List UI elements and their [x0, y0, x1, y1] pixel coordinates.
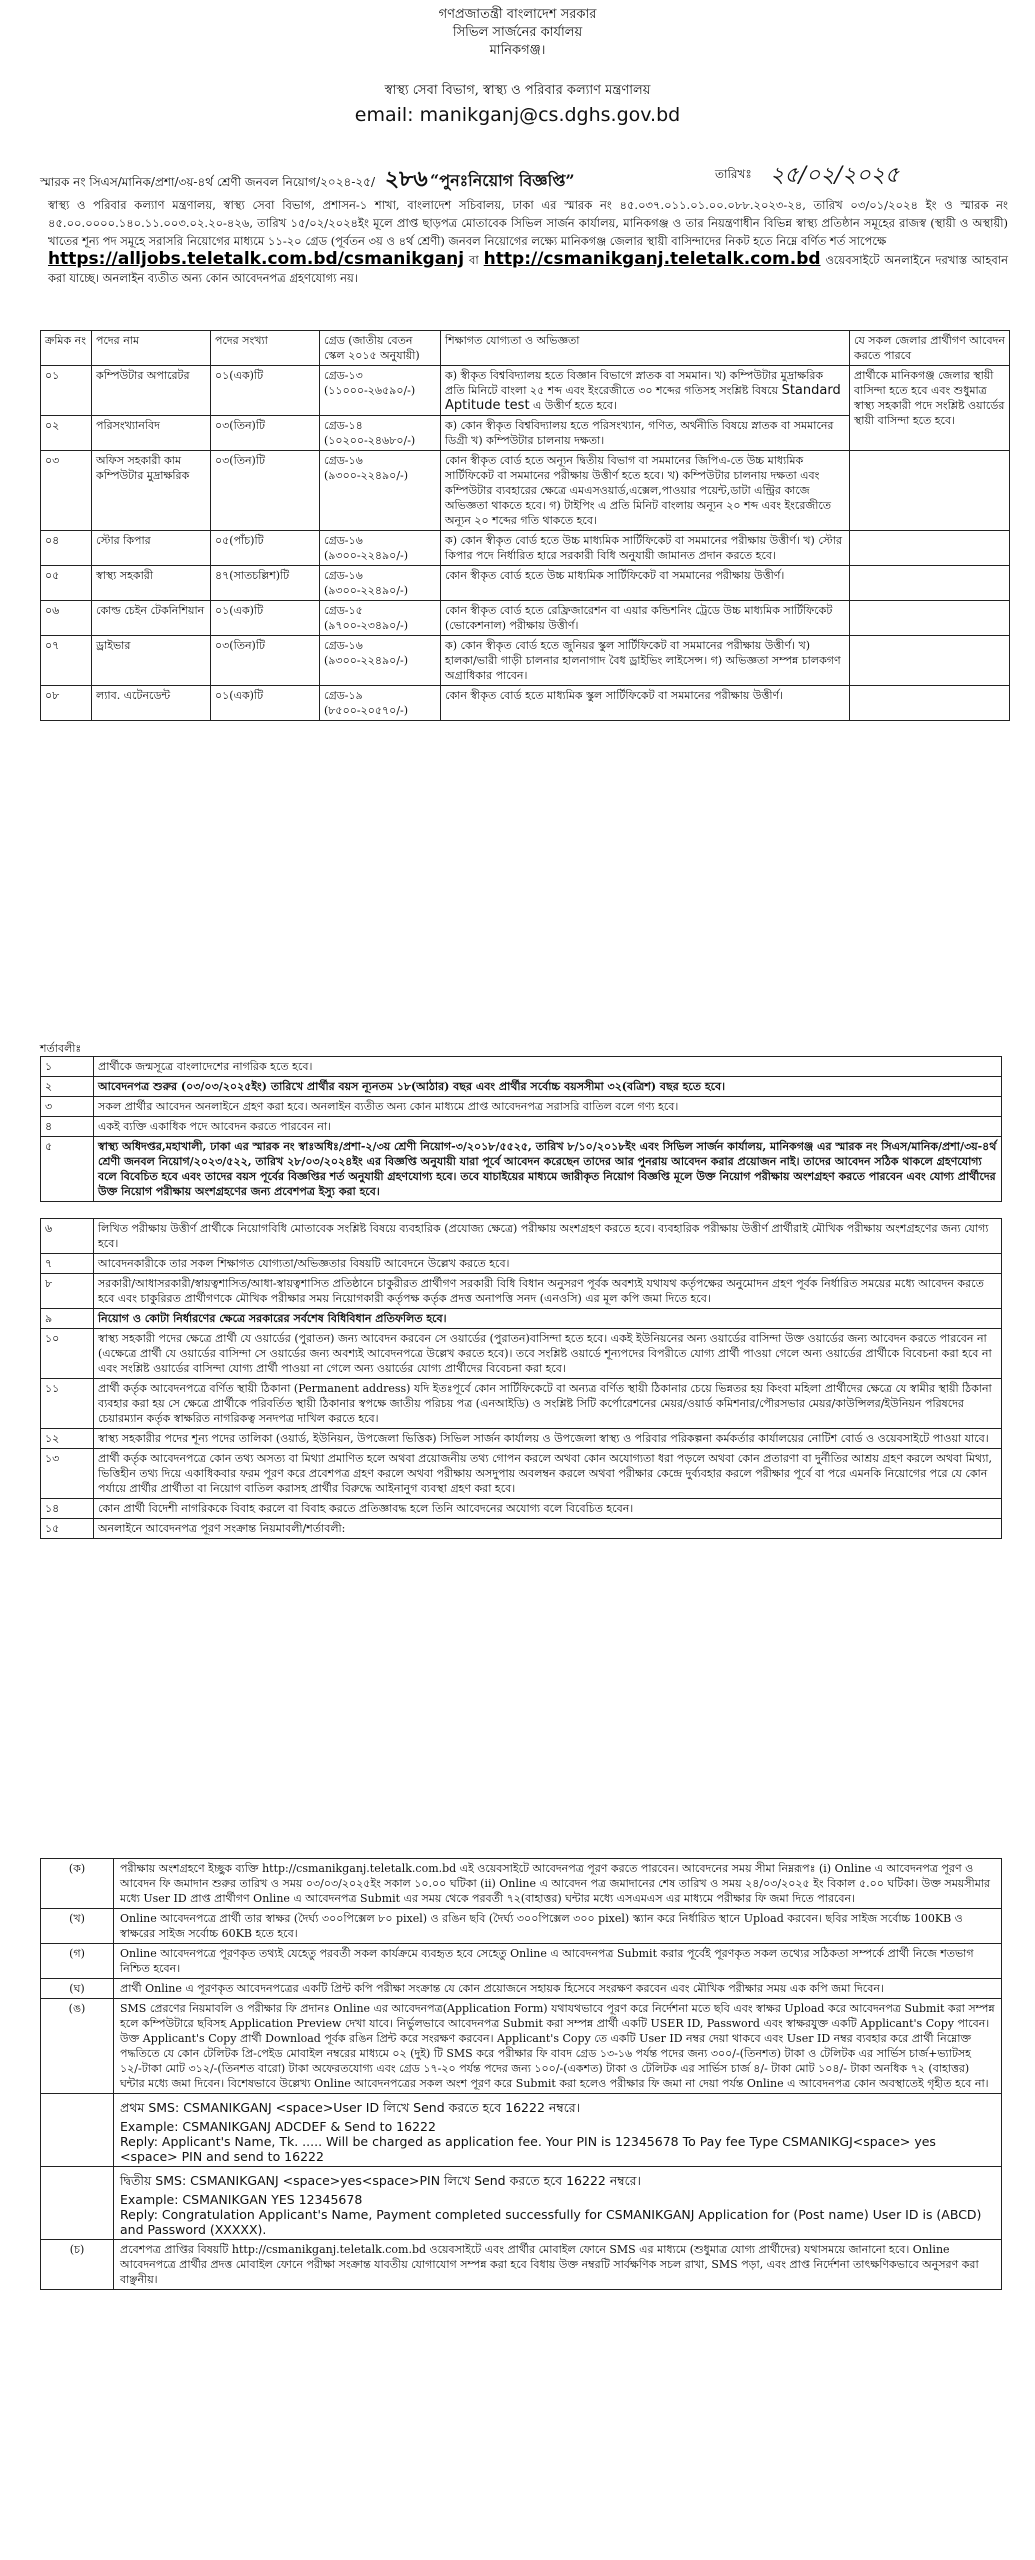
condition-number: ৭ — [41, 1254, 94, 1274]
sms-first-cmd: CSMANIKGANJ <space>User ID — [183, 2100, 380, 2115]
online-rule-text: পরীক্ষায় অংশগ্রহণে ইচ্ছুক ব্যক্তি http://csmanikganj.teletalk.com.bd এই ওয়েবসাইটে আবেদনপত্র পূরণ করতে পারবেন। আবেদনের সময় সীমা নিম্নরূপঃ (i) Online এ আবেদনপত্র পূরণ ও আবেদন ফি জমাদান শুরুর তারিখ ও সময় ০৩/০৩/২০২৫ইং সকাল ১০.০০ ঘটিকা (ii) Online এ আবেদন পত্র জমাদানের শেষ তারিখ ও সময় ২৪/০৩/২০২৫ ইং বিকাল ৫.০০ ঘটিকা। উক্ত সময়সীমার মধ্যে User ID প্রাপ্ত প্রার্থীগণ Online এ আবেদনপত্র Submit এর সময় থেকে পরবর্তী ৭২(বাহাত্তর) ঘন্টার মধ্যে এসএমএস এর মাধ্যমে পরীক্ষার ফি জমা দিতে পারবেন। — [114, 1859, 1002, 1909]
header-line-4: স্বাস্থ্য সেবা বিভাগ, স্বাস্থ্য ও পরিবার কল্যাণ মন্ত্রণালয় — [384, 83, 651, 98]
post-grade: গ্রেড-১৬ (৯৩০০-২২৪৯০/-) — [320, 636, 441, 686]
online-rule-row — [41, 1859, 1002, 1909]
online-rules-table — [40, 1858, 1002, 2290]
post-qualification — [441, 601, 850, 636]
post-count: ০১(এক)টি — [211, 366, 320, 416]
memo-reference — [40, 162, 428, 199]
col-post-count: পদের সংখ্যা — [211, 331, 320, 366]
condition-number: ১৫ — [41, 1519, 94, 1539]
online-rule-row — [41, 1909, 1002, 1944]
intro-paragraph — [48, 196, 1008, 287]
conditions-title: শর্তাবলীঃ — [40, 1042, 82, 1055]
post-grade: গ্রেড-১৪ (১০২০০-২৪৬৮০/-) — [320, 416, 441, 451]
post-qualification — [441, 416, 850, 451]
post-qualification — [441, 636, 850, 686]
condition-text: নিয়োগ ও কোটা নির্ধারণের ক্ষেত্রে সরকারের সর্বশেষ বিধিবিধান প্রতিফলিত হবে। — [94, 1309, 1002, 1329]
condition-number: ৬ — [41, 1219, 94, 1254]
condition-row — [41, 1254, 1002, 1274]
post-qualification — [441, 366, 850, 416]
post-serial: ০৮ — [41, 686, 92, 721]
post-count: ০১(এক)টি — [211, 601, 320, 636]
post-row — [41, 451, 1010, 531]
post-name: ল্যাব. এটেনডেন্ট — [92, 686, 211, 721]
condition-row — [41, 1077, 1002, 1097]
sms-example-2: Example: CSMANIKGAN YES 12345678 — [120, 2192, 363, 2207]
post-count: ০৩(তিন)টি — [211, 636, 320, 686]
post-serial: ০৬ — [41, 601, 92, 636]
sms-first-label: প্রথম SMS: — [120, 2100, 180, 2115]
sms-reply-2: Reply: Congratulation Applicant's Name, Payment completed successfully for CSMANIKGANJ Application for (Post name) User ID is (ABCD) and Password (XXXXX). — [120, 2207, 982, 2237]
condition-row — [41, 1309, 1002, 1329]
qualification-text: কোন স্বীকৃত বোর্ড হতে মাধ্যমিক স্কুল সার্টিফিকেট বা সমমানের পরীক্ষায় উত্তীর্ণ। — [445, 689, 784, 702]
online-rule-row — [41, 1944, 1002, 1979]
condition-number: ১৪ — [41, 1499, 94, 1519]
sms-reply-1: Reply: Applicant's Name, Tk. ..... Will be charged as application fee. Your PIN is 12345678 To Pay fee Type CSMANIKGJ<space> yes <space> PIN and send to 16222 — [120, 2134, 936, 2164]
post-grade: গ্রেড-১৬ (৯৩০০-২২৪৯০/-) — [320, 566, 441, 601]
condition-row — [41, 1097, 1002, 1117]
post-name: স্টোর কিপার — [92, 531, 211, 566]
sms-example-1: Example: CSMANIKGANJ ADCDEF & Send to 16222 — [120, 2119, 436, 2134]
online-rule-text: Online আবেদনপত্রে প্রার্থী তার স্বাক্ষর (দৈর্ঘ্য ৩০০পিক্সেল ৮০ pixel) ও রঙিন ছবি (দৈর্ঘ্য ৩০০পিক্সেল ৩০০ pixel) স্ক্যান করে নির্ধারিত স্থানে Upload করবেন। ছবির সাইজ সর্বোচ্চ 100KB ও স্বাক্ষরের সাইজ সর্বোচ্চ 60KB হতে হবে। — [114, 1909, 1002, 1944]
condition-row — [41, 1519, 1002, 1539]
condition-text: স্বাস্থ্য অধিদপ্তর,মহাখালী, ঢাকা এর স্মারক নং স্বাঃঅধিঃ/প্রশা-২/৩য় শ্রেণী নিয়োগ-৩/২০১৮/৫৫২৫, তারিখ ৮/১০/২০১৮ইং এবং সিভিল সার্জন কার্যালয়, মানিকগঞ্জ এর স্মারক নং সিএস/মানিক/প্রশা/৩য়-৪র্থ শ্রেণী জনবল নিয়োগ/২০২৩/৫২২, তারিখ ২৮/০৩/২০২৪ইং এর বিজ্ঞপ্তি অনুযায়ী যারা পূর্বে আবেদন করেছেন তাদের আর পুনরায় আবেদন করার প্রয়োজন নাই। তাদের আবেদন সঠিক থাকলে গ্রহণযোগ্য বলে বিবেচিত হবে এবং তাদের বয়স পূর্বের বিজ্ঞপ্তির শর্ত অনুযায়ী গ্রহণযোগ্য হবে। তবে যাচাইয়ের মাধ্যমে জারীকৃত নিয়োগ বিজ্ঞপ্তি মূলে উক্ত নিয়োগ পরীক্ষায় অংশগ্রহণ করতে পারবেন এবং যোগ্য প্রার্থীদের উক্ত নিয়োগ পরীক্ষায় অংশগ্রহণের জন্য প্রবেশপত্র ইস্যু করা হবে। — [94, 1137, 1002, 1202]
condition-text: স্বাস্থ্য সহকারী পদের ক্ষেত্রে প্রার্থী যে ওয়ার্ডের (পুরাতন) জন্য আবেদন করবেন সে ওয়ার্ডের (পুরাতন)বাসিন্দা হতে হবে। একই ইউনিয়নের অন্য ওয়ার্ডের বাসিন্দা উক্ত ওয়ার্ডের জন্য আবেদন করতে পারবেন না (এক্ষেত্রে প্রার্থী যে ওয়ার্ডের বাসিন্দা সে ওয়ার্ডের জন্য অবশ্যই আবেদনপত্রে উল্লেখ করতে হবে)। তবে সংশ্লিষ্ট ওয়ার্ডে শূন্যপদের বিপরীতে যোগ্য প্রার্থী পাওয়া গেলে অন্য ওয়ার্ডের প্রার্থীকে বিবেচনা করা হবে না এবং সংশ্লিষ্ট ওয়ার্ডের বাসিন্দা যোগ্য প্রার্থী পাওয়া না গেলে অন্য ওয়ার্ডের যোগ্য প্রার্থীদের বিবেচনা করা হবে। — [94, 1329, 1002, 1379]
conditions-table-a — [40, 1056, 1002, 1202]
post-grade: গ্রেড-১৩ (১১০০০-২৬৫৯০/-) — [320, 366, 441, 416]
notice-title: “পুনঃনিয়োগ বিজ্ঞপ্তি” — [430, 171, 575, 190]
condition-number: ১ — [41, 1057, 94, 1077]
post-serial: ০২ — [41, 416, 92, 451]
link-separator: বা — [469, 253, 479, 267]
qualification-text: ক) কোন স্বীকৃত বোর্ড হতে জুনিয়র স্কুল সার্টিফিকেট বা সমমানের পরীক্ষায় উত্তীর্ণ। খ) হালকা/ভারী গাড়ী চালনার হালনাগাদ বৈধ ড্রাইভিং লাইসেন্স। গ) অভিজ্ঞতা সম্পন্ন চালকগণ অগ্রাধিকার পাবেন। — [445, 639, 841, 682]
header-line-2: সিভিল সার্জনের কার্যালয় — [452, 25, 583, 40]
col-post-name: পদের নাম — [92, 331, 211, 366]
online-rule-number: (ঙ) — [41, 1999, 114, 2094]
post-serial: ০৩ — [41, 451, 92, 531]
online-rule-row — [41, 1999, 1002, 2094]
condition-text: অনলাইনে আবেদনপত্র পূরণ সংক্রান্ত নিয়মাবলী/শর্তাবলী: — [94, 1519, 1002, 1539]
online-rule-text: Online আবেদনপত্রে পূরণকৃত তথ্যই যেহেতু পরবর্তী সকল কার্যক্রমে ব্যবহৃত হবে সেহেতু Online এ আবেদনপত্র Submit করার পূর্বেই পূরণকৃত সকল তথ্যের সঠিকতা সম্পর্কে প্রার্থী নিজে শতভাগ নিশ্চিত হবেন। — [114, 1944, 1002, 1979]
condition-text: সকল প্রার্থীর আবেদন অনলাইনে গ্রহণ করা হবে। অনলাইন ব্যতীত অন্য কোন মাধ্যমে প্রাপ্ত আবেদনপত্র সরাসরি বাতিল বলে গণ্য হবে। — [94, 1097, 1002, 1117]
csmanikganj-link[interactable]: http://csmanikganj.teletalk.com.bd — [483, 249, 821, 269]
condition-number: ৫ — [41, 1137, 94, 1202]
sms-second-tail: লিখে Send করতে হবে 16222 নম্বরে। — [444, 2173, 642, 2188]
online-rule-number: (খ) — [41, 1909, 114, 1944]
condition-number: ১২ — [41, 1429, 94, 1449]
conditions-table-b — [40, 1218, 1002, 1539]
post-count: ০১(এক)টি — [211, 686, 320, 721]
eligibility-empty — [850, 636, 1010, 686]
last-rule-row — [41, 2240, 1002, 2290]
header-line-3: মানিকগঞ্জ। — [489, 43, 546, 58]
post-grade: গ্রেড-১৫ (৯৭০০-২৩৪৯০/-) — [320, 601, 441, 636]
post-qualification — [441, 451, 850, 531]
col-qualification: শিক্ষাগত যোগ্যতা ও অভিজ্ঞতা — [441, 331, 850, 366]
header-line-1: গণপ্রজাতন্ত্রী বাংলাদেশ সরকার — [438, 7, 597, 22]
condition-row — [41, 1219, 1002, 1254]
condition-text: আবেদনকারীকে তার সকল শিক্ষাগত যোগ্যতা/অভিজ্ঞতার বিষয়টি আবেদনে উল্লেখ করতে হবে। — [94, 1254, 1002, 1274]
post-name: ড্রাইভার — [92, 636, 211, 686]
post-count: ০৩(তিন)টি — [211, 451, 320, 531]
condition-row — [41, 1379, 1002, 1429]
post-qualification — [441, 566, 850, 601]
post-row — [41, 566, 1010, 601]
header-email: email: manikganj@cs.dghs.gov.bd — [354, 104, 681, 126]
condition-text: একই ব্যক্তি একাধিক পদে আবেদন করতে পারবেন না। — [94, 1117, 1002, 1137]
post-row — [41, 636, 1010, 686]
condition-number: ৩ — [41, 1097, 94, 1117]
condition-text: প্রার্থী কর্তৃক আবেদনপত্রে বর্ণিত স্থায়ী ঠিকানা (Permanent address) যদি ইতঃপূর্বে কোন সার্টিফিকেটে বা অন্যত্র বর্ণিত স্থায়ী ঠিকানার চেয়ে ভিন্নতর হয় কিংবা মহিলা প্রার্থীদের ক্ষেত্রে যে স্বামীর স্থায়ী ঠিকানা ব্যবহার করা হয় সে ক্ষেত্রে প্রার্থীকে পরিবর্তিত স্থায়ী ঠিকানার স্বপক্ষে জাতীয় পরিচয় পত্র (এনআইডি) ও সংশ্লিষ্ট সিটি কর্পোরেশনের মেয়র/ওয়ার্ড কমিশনার/পৌরসভার মেয়র/কাউন্সিলর/ইউনিয়ন পরিষদের চেয়ারম্যান কর্তৃক স্বাক্ষরিত নাগরিকত্ব সনদপত্র দাখিল করতে হবে। — [94, 1379, 1002, 1429]
post-grade: গ্রেড-১৯ (৮৫০০-২০৫৭০/-) — [320, 686, 441, 721]
condition-text: প্রার্থী কর্তৃক আবেদনপত্রে কোন তথ্য অসত্য বা মিথ্যা প্রমাণিত হলে অথবা প্রয়োজনীয় তথ্য গোপন করলে অথবা কোন অযোগ্যতা ধরা পড়লে অথবা কোন প্রতারণা বা দুর্নীতির আশ্রয় গ্রহণ করলে অথবা মিথ্যা, ভিত্তিহীন তথ্য দিয়ে একাধিকবার ফরম পূরণ করে প্রবেশপত্র গ্রহণ করলে অথবা পরীক্ষায় অসদুপায় অবলম্বন করলে অথবা পরীক্ষার কেন্দ্রে দুর্ব্যবহার করলে পরীক্ষার পূর্বে বা পরে এমনকি নিয়োগের পরে যে কোন পর্যায়ে প্রার্থীর প্রার্থীতা বা নিয়োগ বাতিল করাসহ প্রার্থীর বিরুদ্ধে আইনানুগ ব্যবস্থা গ্রহণ করা হবে। — [94, 1449, 1002, 1499]
post-count: ৪৭(সাতচল্লিশ)টি — [211, 566, 320, 601]
online-rule-row — [41, 1979, 1002, 1999]
qualification-english: Standard Aptitude test — [445, 383, 841, 413]
last-rule-text: প্রবেশপত্র প্রাপ্তির বিষয়টি http://csmanikganj.teletalk.com.bd ওয়েবসাইটে এবং প্রার্থীর মোবাইল ফোনে SMS এর মাধ্যমে (শুধুমাত্র যোগ্য প্রার্থীদের) যথাসময়ে জানানো হবে। Online আবেদনপত্রে প্রার্থীর প্রদত্ত মোবাইল ফোনে পরীক্ষা সংক্রান্ত যাবতীয় যোগাযোগ সম্পন্ন করা হবে বিধায় উক্ত নম্বরটি সার্বক্ষণিক সচল রাখা, SMS পড়া, এবং প্রাপ্ত নির্দেশনা তাৎক্ষণিকভাবে অনুসরণ করা বাঞ্ছনীয়। — [114, 2240, 1002, 2290]
eligibility-empty — [850, 686, 1010, 721]
online-rule-number: (ঘ) — [41, 1979, 114, 1999]
last-rule-no: (চ) — [41, 2240, 114, 2290]
alljobs-link[interactable]: https://alljobs.teletalk.com.bd/csmanikganj — [48, 249, 465, 269]
post-serial: ০৭ — [41, 636, 92, 686]
sms-second-cmd: CSMANIKGANJ <space>yes<space>PIN — [190, 2173, 441, 2188]
intro-after: ওয়েবসাইটে অনলাইনে দরখাস্ত আহবান করা যাচ্ছে। অনলাইন ব্যতীত অন্য কোন আবেদনপত্র গ্রহণযোগ্য নয়। — [48, 253, 1008, 285]
post-name: কোল্ড চেইন টেকনিশিয়ান — [92, 601, 211, 636]
condition-number: ২ — [41, 1077, 94, 1097]
condition-number: ৪ — [41, 1117, 94, 1137]
sms-instructions-2 — [114, 2167, 1002, 2240]
post-grade: গ্রেড-১৬ (৯৩০০-২২৪৯০/-) — [320, 451, 441, 531]
intro-text: স্বাস্থ্য ও পরিবার কল্যাণ মন্ত্রণালয়, স্বাস্থ্য সেবা বিভাগ, প্রশাসন-১ শাখা, বাংলাদেশ সচিবালয়, ঢাকা এর স্মারক নং ৪৫.০৩৭.০১১.০১.০০.০৮৮.২০২৩-২৪, তারিখ ০৩/০১/২০২৪ ইং ও স্মারক নং ৪৫.০০.০০০০.১৪০.১১.০০৩.০২.২০-৪২৬, তারিখ ১৫/০২/২০২৪ইং মূলে প্রাপ্ত ছাড়পত্র মোতাবেক সিভিল সার্জন কার্যালয়, মানিকগঞ্জ ও তার নিয়ন্ত্রণাধীন বিভিন্ন স্বাস্থ্য প্রতিষ্ঠান সমূহের রাজস্ব (স্থায়ী ও অস্থায়ী) খাতের শূন্য পদ সমূহে সরাসরি নিয়োগের মাধ্যমে ১১-২০ গ্রেড (পূর্বতন ৩য় ও ৪র্থ শ্রেণী) জনবল নিয়োগের লক্ষ্যে মানিকগঞ্জ জেলার স্থায়ী বাসিন্দাদের নিকট হতে নিম্নে বর্ণিত শর্ত সাপেক্ষে — [48, 198, 1008, 248]
sms-row — [41, 2094, 1002, 2167]
condition-text: কোন প্রার্থী বিদেশী নাগরিককে বিবাহ করলে বা বিবাহ করতে প্রতিজ্ঞাবদ্ধ হলে তিনি আবেদনের অযোগ্য বলে বিবেচিত হবেন। — [94, 1499, 1002, 1519]
condition-text: প্রার্থীকে জন্মসূত্রে বাংলাদেশের নাগরিক হতে হবে। — [94, 1057, 1002, 1077]
post-count: ০৩(তিন)টি — [211, 416, 320, 451]
eligibility-empty — [850, 601, 1010, 636]
sms-row-2 — [41, 2167, 1002, 2240]
post-name: অফিস সহকারী কাম কম্পিউটার মুদ্রাক্ষরিক — [92, 451, 211, 531]
condition-row — [41, 1429, 1002, 1449]
qualification-text: ক) কোন স্বীকৃত বিশ্ববিদ্যালয় হতে পরিসংখ্যান, গণিত, অর্থনীতি বিষয়ে স্নাতক বা সমমানের ডিগ্রী খ) কম্পিউটার চালনায় দক্ষতা। — [445, 419, 834, 447]
condition-row — [41, 1329, 1002, 1379]
condition-number: ৮ — [41, 1274, 94, 1309]
post-qualification — [441, 686, 850, 721]
memo-ref-text: স্মারক নং সিএস/মানিক/প্রশা/৩য়-৪র্থ শ্রেণী জনবল নিয়োগ/২০২৪-২৫/ — [40, 175, 376, 189]
post-row — [41, 366, 1010, 416]
post-name: স্বাস্থ্য সহকারী — [92, 566, 211, 601]
condition-row — [41, 1057, 1002, 1077]
post-qualification — [441, 531, 850, 566]
qualification-text: কোন স্বীকৃত বোর্ড হতে রেফ্রিজারেশন বা এয়ার কন্ডিশনিং ট্রেডে উচ্চ মাধ্যমিক সার্টিফিকেট (ভোকেশনাল) পরীক্ষায় উত্তীর্ণ। — [445, 604, 833, 632]
post-name: কম্পিউটার অপারেটর — [92, 366, 211, 416]
date-label: তারিখঃ — [715, 167, 752, 181]
post-grade: গ্রেড-১৬ (৯৩০০-২২৪৯০/-) — [320, 531, 441, 566]
post-serial: ০১ — [41, 366, 92, 416]
memo-date: ২৫/০২/২০২৫ — [770, 163, 900, 188]
qualification-tail: এ উত্তীর্ণ হতে হবে। — [533, 399, 617, 412]
posts-header-row — [41, 331, 1010, 366]
eligibility-empty — [850, 451, 1010, 531]
condition-row — [41, 1117, 1002, 1137]
condition-number: ১৩ — [41, 1449, 94, 1499]
qualification-text: কোন স্বীকৃত বোর্ড হতে উচ্চ মাধ্যমিক সার্টিফিকেট বা সমমানের পরীক্ষায় উত্তীর্ণ। — [445, 569, 785, 582]
condition-row — [41, 1137, 1002, 1202]
condition-row — [41, 1274, 1002, 1309]
condition-row — [41, 1499, 1002, 1519]
eligibility-empty — [850, 566, 1010, 601]
online-rule-text: SMS প্রেরণের নিয়মাবলি ও পরীক্ষার ফি প্রদানঃ Online এর আবেদনপত্র(Application Form) যথাযথভাবে পূরণ করে নির্দেশনা মতে ছবি এবং স্বাক্ষর Upload করে আবেদনপত্র Submit করা সম্পন্ন হলে কম্পিউটারে ছবিসহ Application Preview দেখা যাবে। নির্ভুলভাবে আবেদনপত্র Submit করা সম্পন্ন প্রার্থী একটি USER ID, Password এবং স্বাক্ষরযুক্ত একটি Applicant's Copy পাবেন। উক্ত Applicant's Copy প্রার্থী Download পূর্বক রঙিন প্রিন্ট করে সংরক্ষণ করবেন। Applicant's Copy তে একটি User ID নম্বর দেয়া থাকবে এবং User ID নম্বর ব্যবহার করে প্রার্থী নিম্নোক্ত পদ্ধতিতে যে কোন টেলিটক প্রি-পেইড মোবাইল নম্বরের মাধ্যমে ০২ (দুই) টি SMS করে পরীক্ষার ফি বাবদ গ্রেড ১৩-১৬ পর্যন্ত পদের জন্য ৩০০/-(তিনশত) টাকা ও টেলিটক এর সার্ভিস চার্জ+ভ্যাটসহ ১২/-টাকা মোট ৩১২/-(তিনশত বারো) টাকা অফেরতযোগ্য এবং গ্রেড ১৭-২০ পর্যন্ত পদের জন্য ১০০/-(একশত) টাকা ও টেলিটক এর সার্ভিস চার্জ ৪/- টাকা মোট ১০৪/- টাকা অনধিক ৭২ (বাহাত্তর) ঘন্টার মধ্যে জমা দিবেন। বিশেষভাবে উল্লেখ্য Online আবেদনপত্রের সকল অংশ পূরণ করে Submit করা হলেও পরীক্ষার ফি জমা না দেয়া পর্যন্ত Online এ আবেদনপত্র কোন অবস্থাতেই গৃহীত হবে না। — [114, 1999, 1002, 2094]
col-eligible-district: যে সকল জেলার প্রার্থীগণ আবেদন করতে পারবে — [850, 331, 1010, 366]
memo-number: ২৮৬ — [384, 167, 428, 192]
condition-number: ১০ — [41, 1329, 94, 1379]
online-rule-number: (গ) — [41, 1944, 114, 1979]
qualification-text: কোন স্বীকৃত বোর্ড হতে অন্যূন দ্বিতীয় বিভাগ বা সমমানের জিপিএ-তে উচ্চ মাধ্যমিক সার্টিফিকেট বা সমমানের পরীক্ষায় উত্তীর্ণ হতে হবে। খ) কম্পিউটার চালনায় দক্ষতা এবং কম্পিউটার ব্যবহারের ক্ষেত্রে এমএসওয়ার্ড,এক্সেল,পাওয়ার পয়েন্ট,ডাটা এন্ট্রির কাজে অভিজ্ঞতা থাকতে হবে। গ) টাইপিং এ প্রতি মিনিট বাংলায় অন্যূন ২০ শব্দ এবং ইংরেজীতে অন্যূন ২০ শব্দের গতি থাকতে হবে। — [445, 454, 832, 527]
posts-table — [40, 330, 1010, 721]
post-row — [41, 601, 1010, 636]
post-count: ০৫(পাঁচ)টি — [211, 531, 320, 566]
condition-number: ৯ — [41, 1309, 94, 1329]
post-row — [41, 531, 1010, 566]
online-rule-number: (ক) — [41, 1859, 114, 1909]
eligibility-note: প্রার্থীকে মানিকগঞ্জ জেলার স্থায়ী বাসিন্দা হতে হবে এবং শুধুমাত্র স্বাস্থ্য সহকারী পদে সংশ্লিষ্ট ওয়ার্ডের স্থায়ী বাসিন্দা হতে হবে। — [850, 366, 1010, 451]
online-rule-text: প্রার্থী Online এ পূরণকৃত আবেদনপত্রের একটি প্রিন্ট কপি পরীক্ষা সংক্রান্ত যে কোন প্রয়োজনে সহায়ক হিসেবে সংরক্ষণ করবেন এবং মৌখিক পরীক্ষার সময় এক কপি জমা দিবেন। — [114, 1979, 1002, 1999]
sms-first-tail: লিখে Send করতে হবে 16222 নম্বরে। — [383, 2100, 581, 2115]
condition-text: সরকারী/আধাসরকারী/স্বায়ত্বশাসিত/আধা-স্বায়ত্বশাসিত প্রতিষ্ঠানে চাকুরীরত প্রার্থীগণ সরকারী বিধি বিধান অনুসরণ পূর্বক অবশ্যই যথাযথ কর্তৃপক্ষের অনুমোদন গ্রহণ পূর্বক নির্ধারিত সময়ের মধ্যে আবেদন করতে হবে এবং চাকুরিরত প্রার্থীগণকে মৌখিক পরীক্ষার সময় নিয়োগকারী কর্তৃপক্ষ কর্তৃক প্রদত্ত অনাপত্তি সনদ (এনওসি) এর মূল কপি জমা দিতে হবে। — [94, 1274, 1002, 1309]
post-serial: ০৫ — [41, 566, 92, 601]
condition-text: লিখিত পরীক্ষায় উত্তীর্ণ প্রার্থীকে নিয়োগবিধি মোতাবেক সংশ্লিষ্ট বিষয়ে ব্যবহারিক (প্রযোজ্য ক্ষেত্রে) পরীক্ষায় অংশগ্রহণ করতে হবে। ব্যবহারিক পরীক্ষায় উত্তীর্ণ প্রার্থীরাই মৌখিক পরীক্ষায় অংশগ্রহণের জন্য যোগ্য হবে। — [94, 1219, 1002, 1254]
condition-row — [41, 1449, 1002, 1499]
condition-text: স্বাস্থ্য সহকারীর পদের শূন্য পদের তালিকা (ওয়ার্ড, ইউনিয়ন, উপজেলা ভিত্তিক) সিভিল সার্জন কার্যালয় ও উপজেলা স্বাস্থ্য ও পরিবার পরিকল্পনা কর্মকর্তার কার্যালয়ের নোটিশ বোর্ড ও ওয়েবসাইটে পাওয়া যাবে। — [94, 1429, 1002, 1449]
post-serial: ০৪ — [41, 531, 92, 566]
sms-instructions — [114, 2094, 1002, 2167]
post-name: পরিসংখ্যানবিদ — [92, 416, 211, 451]
col-serial: ক্রমিক নং — [41, 331, 92, 366]
eligibility-empty — [850, 531, 1010, 566]
condition-number: ১১ — [41, 1379, 94, 1429]
qualification-text: ক) স্বীকৃত বিশ্ববিদ্যালয় হতে বিজ্ঞান বিভাগে স্নাতক বা সমমান। খ) কম্পিউটার মুদ্রাক্ষরিক প্রতি মিনিটে বাংলা ২৫ শব্দ এবং ইংরেজীতে ৩০ শব্দের গতিসহ সংশ্লিষ্ট বিষয়ে — [445, 369, 824, 397]
col-grade: গ্রেড (জাতীয় বেতন স্কেল ২০১৫ অনুযায়ী) — [320, 331, 441, 366]
sms-second-label: দ্বিতীয় SMS: — [120, 2173, 187, 2188]
qualification-text: ক) কোন স্বীকৃত বোর্ড হতে উচ্চ মাধ্যমিক সার্টিফিকেট বা সমমানের পরীক্ষায় উত্তীর্ণ। খ) স্টোর কিপার পদে নির্ধারিত হারে সরকারী বিধি অনুযায়ী জামানত প্রদান করতে হবে। — [445, 534, 843, 562]
post-row — [41, 686, 1010, 721]
condition-text: আবেদনপত্র শুরুর (০৩/০৩/২০২৫ইং) তারিখে প্রার্থীর বয়স ন্যূনতম ১৮(আঠার) বছর এবং প্রার্থীর সর্বোচ্চ বয়সসীমা ৩২(বত্রিশ) বছর হতে হবে। — [94, 1077, 1002, 1097]
